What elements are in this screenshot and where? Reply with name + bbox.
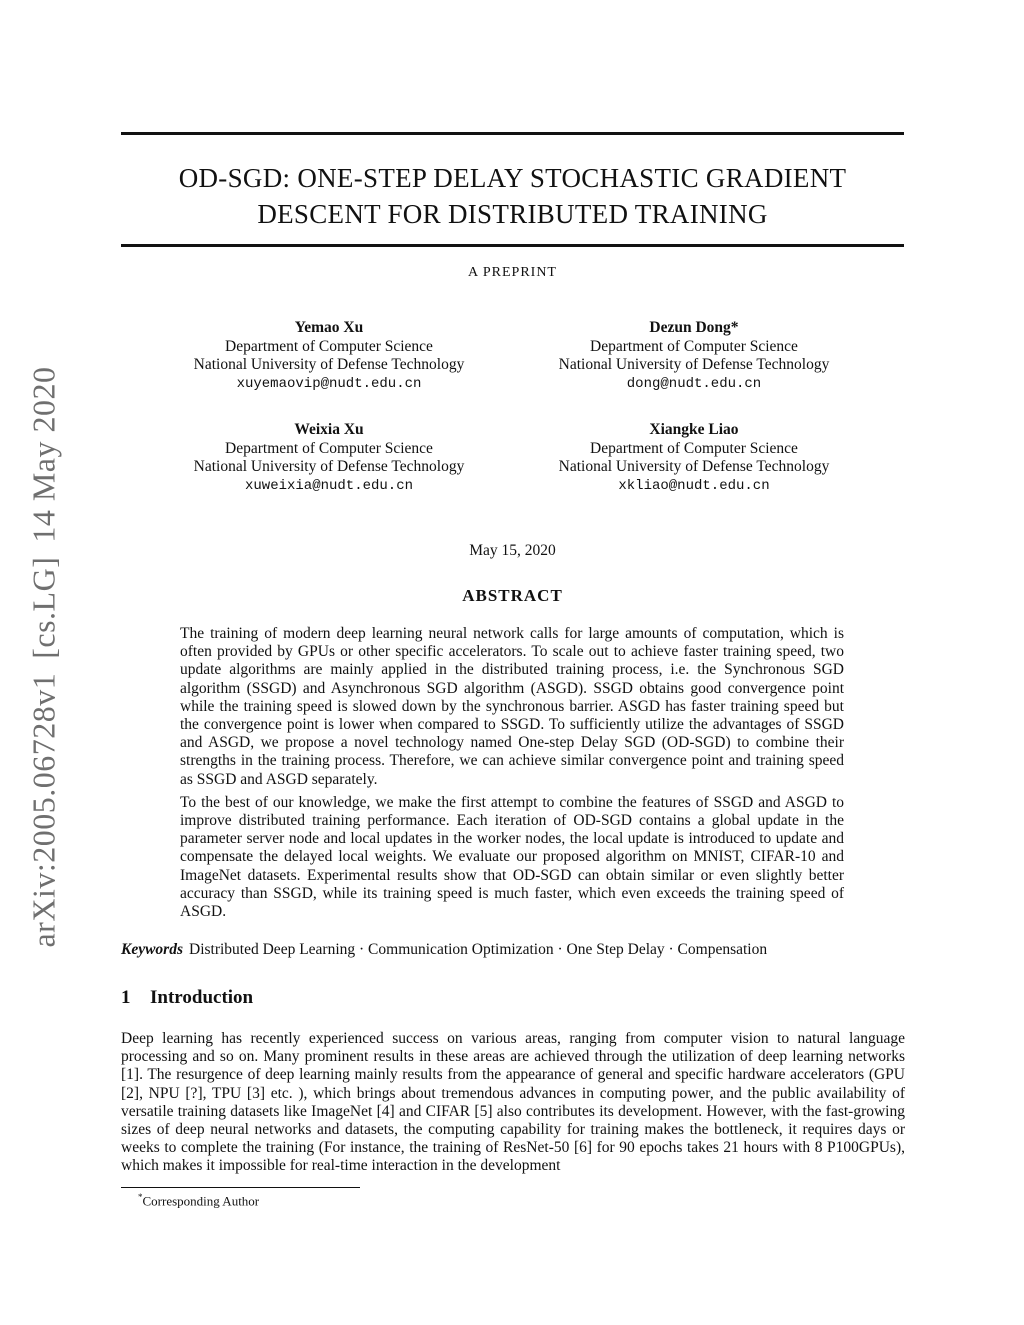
author-block-4	[529, 421, 859, 495]
author-department: Department of Computer Science	[590, 337, 798, 355]
section-number: 1	[121, 987, 131, 1008]
author-name: Weixia Xu	[294, 421, 364, 438]
author-email[interactable]: dong@nudt.edu.cn	[626, 375, 762, 392]
author-department: Department of Computer Science	[225, 439, 433, 457]
title-line-2: DESCENT FOR DISTRIBUTED TRAINING	[257, 199, 768, 229]
keywords-text: Distributed Deep Learning · Communication Optimization · One Step Delay · Compensation	[189, 941, 768, 958]
footnote	[138, 1192, 259, 1209]
title-top-rule	[121, 132, 904, 135]
title-line-1: OD-SGD: ONE-STEP DELAY STOCHASTIC GRADIENT	[178, 163, 847, 193]
abstract-heading: ABSTRACT	[462, 586, 563, 605]
introduction-paragraph: Deep learning has recently experienced success on various areas, ranging from computer vision to natural language processing and so on. Many prominent results in these areas are achieved through the utilization of deep learning networks [1]. The resurgence of deep learning mainly results from the appearance of general and specific hardware accelerators (GPU [2], NPU [?], TPU [3] etc. ), which brings about tremendous advances in computing power, and the public availability of versatile training datasets like ImageNet [4] and CIFAR [5] also contributes its development. However, with the fast-growing sizes of deep neural networks and datasets, the computing capability for training makes the bottleneck, it requires days or weeks to complete the training (For instance, the training of ResNet-50 [6] for 90 epochs takes 21 hours with 8 P100GPUs), which makes it impossible for real-time interaction in the development	[121, 1030, 905, 1175]
paper-date: May 15, 2020	[469, 542, 556, 559]
keywords-label: Keywords	[121, 941, 183, 958]
author-email[interactable]: xuyemaovip@nudt.edu.cn	[236, 375, 422, 392]
paper-title	[121, 160, 904, 232]
author-email[interactable]: xkliao@nudt.edu.cn	[618, 477, 770, 494]
abstract-paragraph-1: The training of modern deep learning neural network calls for large amounts of computation, which is often provided by GPUs or other specific accelerators. To scale out to achieve faster training speed, two update algorithms are mainly applied in the distributed training process, i.e. the Synchronous SGD algorithm (SSGD) and Asynchronous SGD algorithm (ASGD). SSGD obtains good convergence point while the training speed is slowed down by the synchronous barrier. ASGD has faster training speed but the convergence point is lower when compared to SSGD. To sufficiently utilize the advantages of SSGD and ASGD, we propose a novel technology named One-step Delay SGD (OD-SGD) to combine their strengths in the training process. Therefore, we can achieve similar convergence point and training speed as SSGD and ASGD separately.	[180, 625, 844, 788]
section-title: Introduction	[150, 987, 254, 1008]
author-institution: National University of Defense Technology	[558, 356, 830, 373]
author-name: Xiangke Liao	[649, 421, 739, 438]
preprint-label: A PREPRINT	[468, 265, 557, 280]
footnote-mark: *	[138, 1192, 143, 1202]
abstract-body	[180, 625, 844, 926]
author-block-2	[529, 319, 859, 393]
keywords-line	[121, 941, 904, 959]
author-institution: National University of Defense Technology	[558, 458, 830, 475]
author-department: Department of Computer Science	[590, 439, 798, 457]
author-institution: National University of Defense Technology	[193, 356, 465, 373]
author-department: Department of Computer Science	[225, 337, 433, 355]
section-heading-introduction	[121, 987, 253, 1009]
author-name: Dezun Dong*	[649, 319, 739, 336]
arxiv-category: [cs.LG]	[25, 556, 62, 659]
title-bottom-rule	[121, 244, 904, 247]
author-name: Yemao Xu	[294, 319, 364, 336]
arxiv-stamp	[26, 352, 63, 947]
author-block-3	[164, 421, 494, 495]
author-block-1	[164, 319, 494, 393]
arxiv-date: 14 May 2020	[25, 366, 62, 543]
arxiv-id: arXiv:2005.06728v1	[25, 672, 62, 948]
footnote-rule	[121, 1187, 360, 1188]
abstract-paragraph-2: To the best of our knowledge, we make the first attempt to combine the features of SSGD and ASGD to improve distributed training performance. Each iteration of OD-SGD contains a global update in the parameter server node and local updates in the worker nodes, the local update is introduced to update and compensate the delayed local weights. We evaluate our proposed algorithm on MNIST, CIFAR-10 and ImageNet datasets. Experimental results show that OD-SGD can obtain similar or even slightly better accuracy than SSGD, while its training speed is much faster, which even exceeds the training speed of ASGD.	[180, 793, 844, 921]
author-email[interactable]: xuweixia@nudt.edu.cn	[244, 477, 414, 494]
author-institution: National University of Defense Technology	[193, 458, 465, 475]
footnote-text: Corresponding Author	[142, 1193, 260, 1209]
